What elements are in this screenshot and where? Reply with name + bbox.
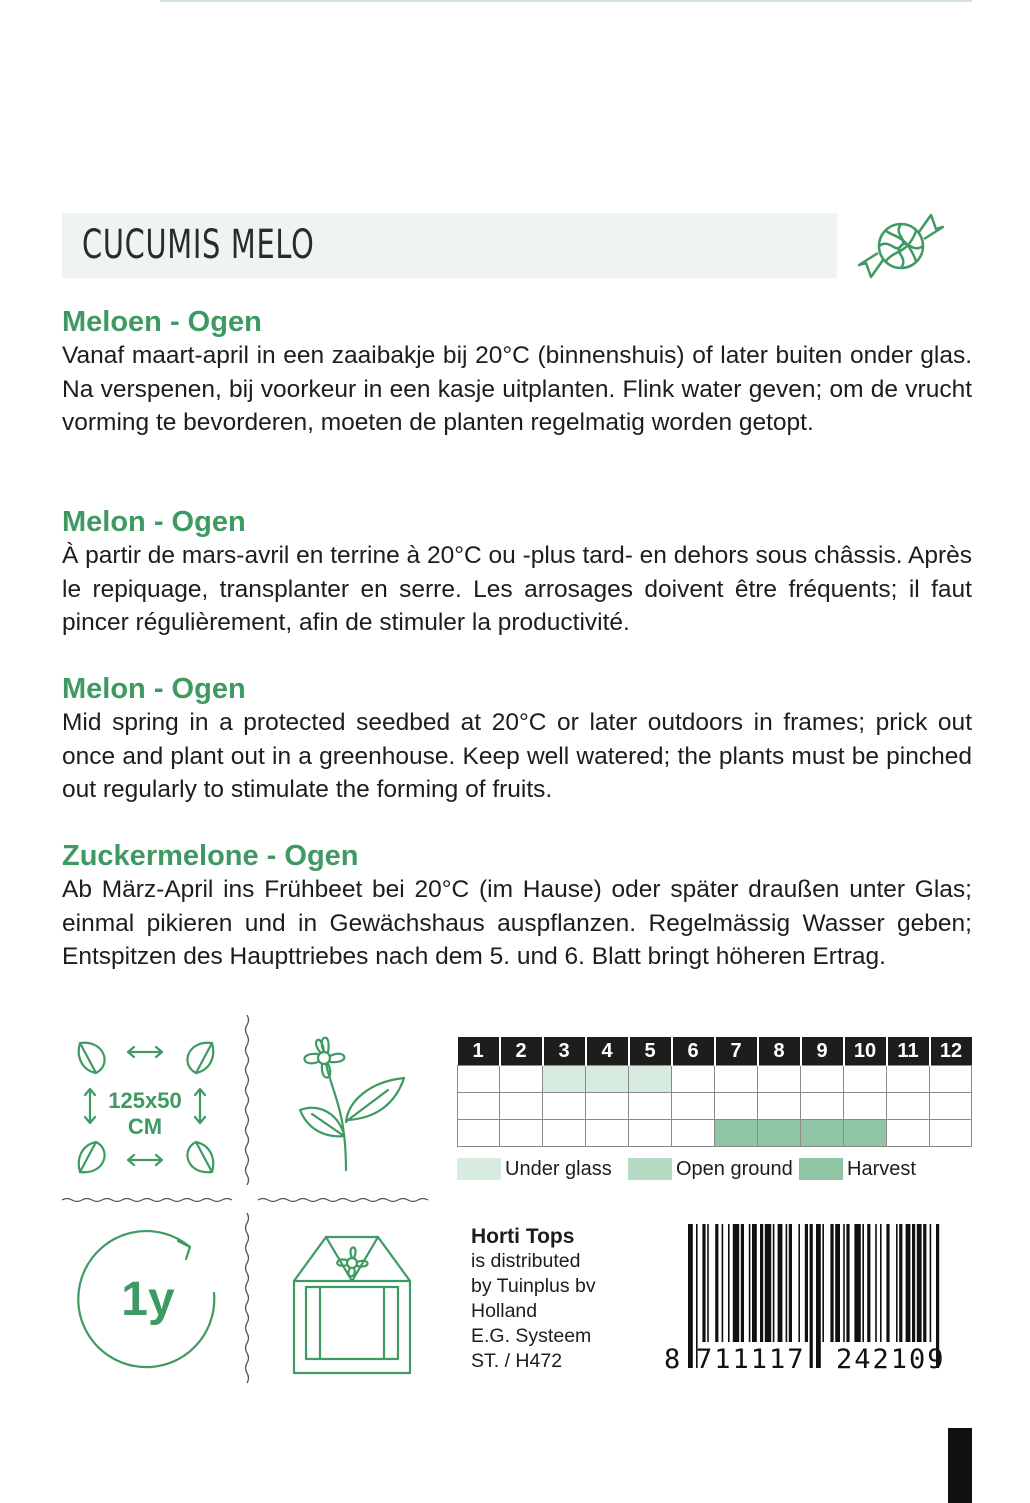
barcode-bar [805,1224,808,1342]
barcode-bar [930,1224,932,1342]
legend-swatch [457,1158,501,1180]
month-header: 10 [844,1037,887,1066]
calendar-cell [930,1093,972,1120]
calendar-cell [672,1120,715,1147]
wavy-divider-vertical [243,1015,251,1185]
sowing-calendar [457,1037,972,1147]
print-mark [948,1428,972,1503]
calendar-cell [887,1066,930,1093]
distributor-line: is distributed [471,1250,581,1272]
barcode-digits-left: 711117 [696,1344,806,1372]
distributor-line: by Tuinplus bv [471,1275,596,1297]
month-header: 2 [500,1037,543,1066]
calendar-cell [543,1120,586,1147]
barcode-bar [846,1224,849,1342]
month-header: 3 [543,1037,586,1066]
section-body: Vanaf maart-april in een zaaibakje bij 20°C (binnenshuis) of later buiten onder glas. Na verspenen, bij voorkeur in een kasje uitplanten. Flink water geven; om de vrucht vorming te bevorderen, moeten de planten regelmatig worden getopt. [62,342,972,436]
calendar-cell [758,1066,801,1093]
barcode [662,1222,974,1372]
month-header: 6 [672,1037,715,1066]
barcode-bar [773,1224,775,1342]
section-body: Ab März-April ins Frühbeet bei 20°C (im Hause) oder später draußen unter Glas; einmal pikieren und in Gewächshaus auspflanzen. Regelmässig Wasser geben; Entspitzen des Haupttriebes nach dem 5. und 6. Blatt bringt höheren Ertrag. [62,876,972,970]
calendar-cell [801,1093,844,1120]
calendar-row-under-glass [458,1066,972,1093]
brand-name: Horti Tops [471,1225,575,1248]
section-title: Zuckermelone - Ogen [62,840,359,872]
lifecycle-label: 1y [121,1273,175,1326]
month-header: 1 [458,1037,500,1066]
spacing-label [100,1088,190,1140]
legend-label: Harvest [847,1157,916,1180]
barcode-bar [862,1224,864,1342]
calendar-cell [715,1093,758,1120]
barcode-bar [778,1224,783,1342]
calendar-cell [887,1093,930,1120]
species-title: CUCUMIS MELO [82,222,315,268]
calendar-cell [629,1120,672,1147]
barcode-bar [752,1224,757,1342]
barcode-bar [822,1224,824,1342]
section-body: Mid spring in a protected seedbed at 20°C or later outdoors in frames; prick out once and plant out in a greenhouse. Keep well watered; the plants must be pinched out regularly to stimulate the forming of fruits. [62,709,972,803]
barcode-bar [843,1224,845,1342]
barcode-bar [854,1224,860,1342]
spacing-value: 125x50 [108,1088,182,1113]
greenhouse-icon [290,1225,415,1375]
legend-swatch [628,1158,672,1180]
barcode-bar [899,1224,902,1342]
calendar-cell [586,1093,629,1120]
calendar-cell [500,1066,543,1093]
calendar-cell [629,1093,672,1120]
calendar-cell [458,1120,500,1147]
barcode-bar [875,1224,877,1342]
barcode-bar [835,1224,840,1342]
calendar-cell [758,1093,801,1120]
calendar-cell [586,1066,629,1093]
barcode-bar [733,1224,739,1342]
barcode-bar [896,1224,898,1342]
barcode-bar [688,1224,693,1368]
wavy-divider-horizontal [258,1196,430,1204]
barcode-bar [867,1224,870,1342]
barcode-bar [830,1224,833,1342]
section-title: Melon - Ogen [62,506,246,538]
calendar-cell [715,1066,758,1093]
barcode-bar [917,1224,922,1342]
calendar-cell [543,1066,586,1093]
month-header: 4 [586,1037,629,1066]
flowering-plant-icon [288,1022,413,1172]
barcode-bar [798,1224,800,1342]
calendar-cell [500,1093,543,1120]
section-nl [62,305,972,440]
barcode-bar [741,1224,744,1342]
barcode-bar [816,1224,821,1368]
calendar-cell [887,1120,930,1147]
section-title: Melon - Ogen [62,673,246,705]
calendar-cell [844,1120,887,1147]
barcode-bar [749,1224,751,1342]
wavy-divider-vertical [243,1213,251,1388]
calendar-cell [930,1066,972,1093]
calendar-cell [844,1093,887,1120]
section-en [62,672,972,807]
calendar-cell [458,1093,500,1120]
spacing-unit: CM [127,1114,163,1139]
calendar-cell [672,1066,715,1093]
calendar-cell [844,1066,887,1093]
barcode-bar [810,1224,813,1368]
calendar-row-harvest [458,1120,972,1147]
barcode-bar [880,1224,882,1342]
calendar-cell [629,1066,672,1093]
section-title: Meloen - Ogen [62,306,262,338]
calendar-cell [586,1120,629,1147]
calendar-cell [458,1066,500,1093]
legend-swatch [799,1158,843,1180]
legend-under-glass [457,1157,612,1181]
candy-icon [858,205,944,285]
barcode-digit-first: 8 [664,1344,681,1372]
calendar-cell [543,1093,586,1120]
calendar-cell [500,1120,543,1147]
distributor-line: Holland [471,1300,538,1322]
barcode-bar [760,1224,763,1342]
legend-label: Open ground [676,1157,793,1180]
legend-harvest [799,1157,916,1181]
distributor-line: ST. / H472 [471,1350,563,1372]
barcode-bar [702,1224,705,1342]
top-rule [160,0,972,2]
barcode-bar [707,1224,709,1342]
month-header: 12 [930,1037,972,1066]
barcode-bar [765,1224,771,1342]
calendar-cell [801,1120,844,1147]
barcode-digits-right: 242109 [836,1344,946,1372]
legend-open-ground [628,1157,793,1181]
month-header: 8 [758,1037,801,1066]
distributor-line: E.G. Systeem [471,1325,592,1347]
month-header: 11 [887,1037,930,1066]
barcode-bar [715,1224,718,1342]
section-fr [62,505,972,640]
wavy-divider-horizontal [62,1196,234,1204]
calendar-cell [801,1066,844,1093]
barcode-bar [923,1224,926,1342]
section-de [62,839,972,974]
calendar-cell [672,1093,715,1120]
legend-label: Under glass [505,1157,612,1180]
barcode-bar [789,1224,792,1342]
barcode-bar [906,1224,911,1342]
calendar-cell [930,1120,972,1147]
barcode-bar [728,1224,730,1342]
barcode-bar [912,1224,915,1342]
section-body: À partir de mars-avril en terrine à 20°C ou -plus tard- en dehors sous châssis. Après le repiquage, transplanter en serre. Les arrosages doivent être fréquents; il faut pincer régulièrement, afin de stimuler la productivité. [62,542,972,636]
barcode-bar [886,1224,889,1342]
distributor-info [471,1224,596,1374]
calendar-cell [758,1120,801,1147]
barcode-bar [722,1224,724,1342]
month-header: 7 [715,1037,758,1066]
calendar-row-open-ground [458,1093,972,1120]
month-header: 5 [629,1037,672,1066]
barcode-bar [786,1224,788,1342]
month-header: 9 [801,1037,844,1066]
calendar-cell [715,1120,758,1147]
